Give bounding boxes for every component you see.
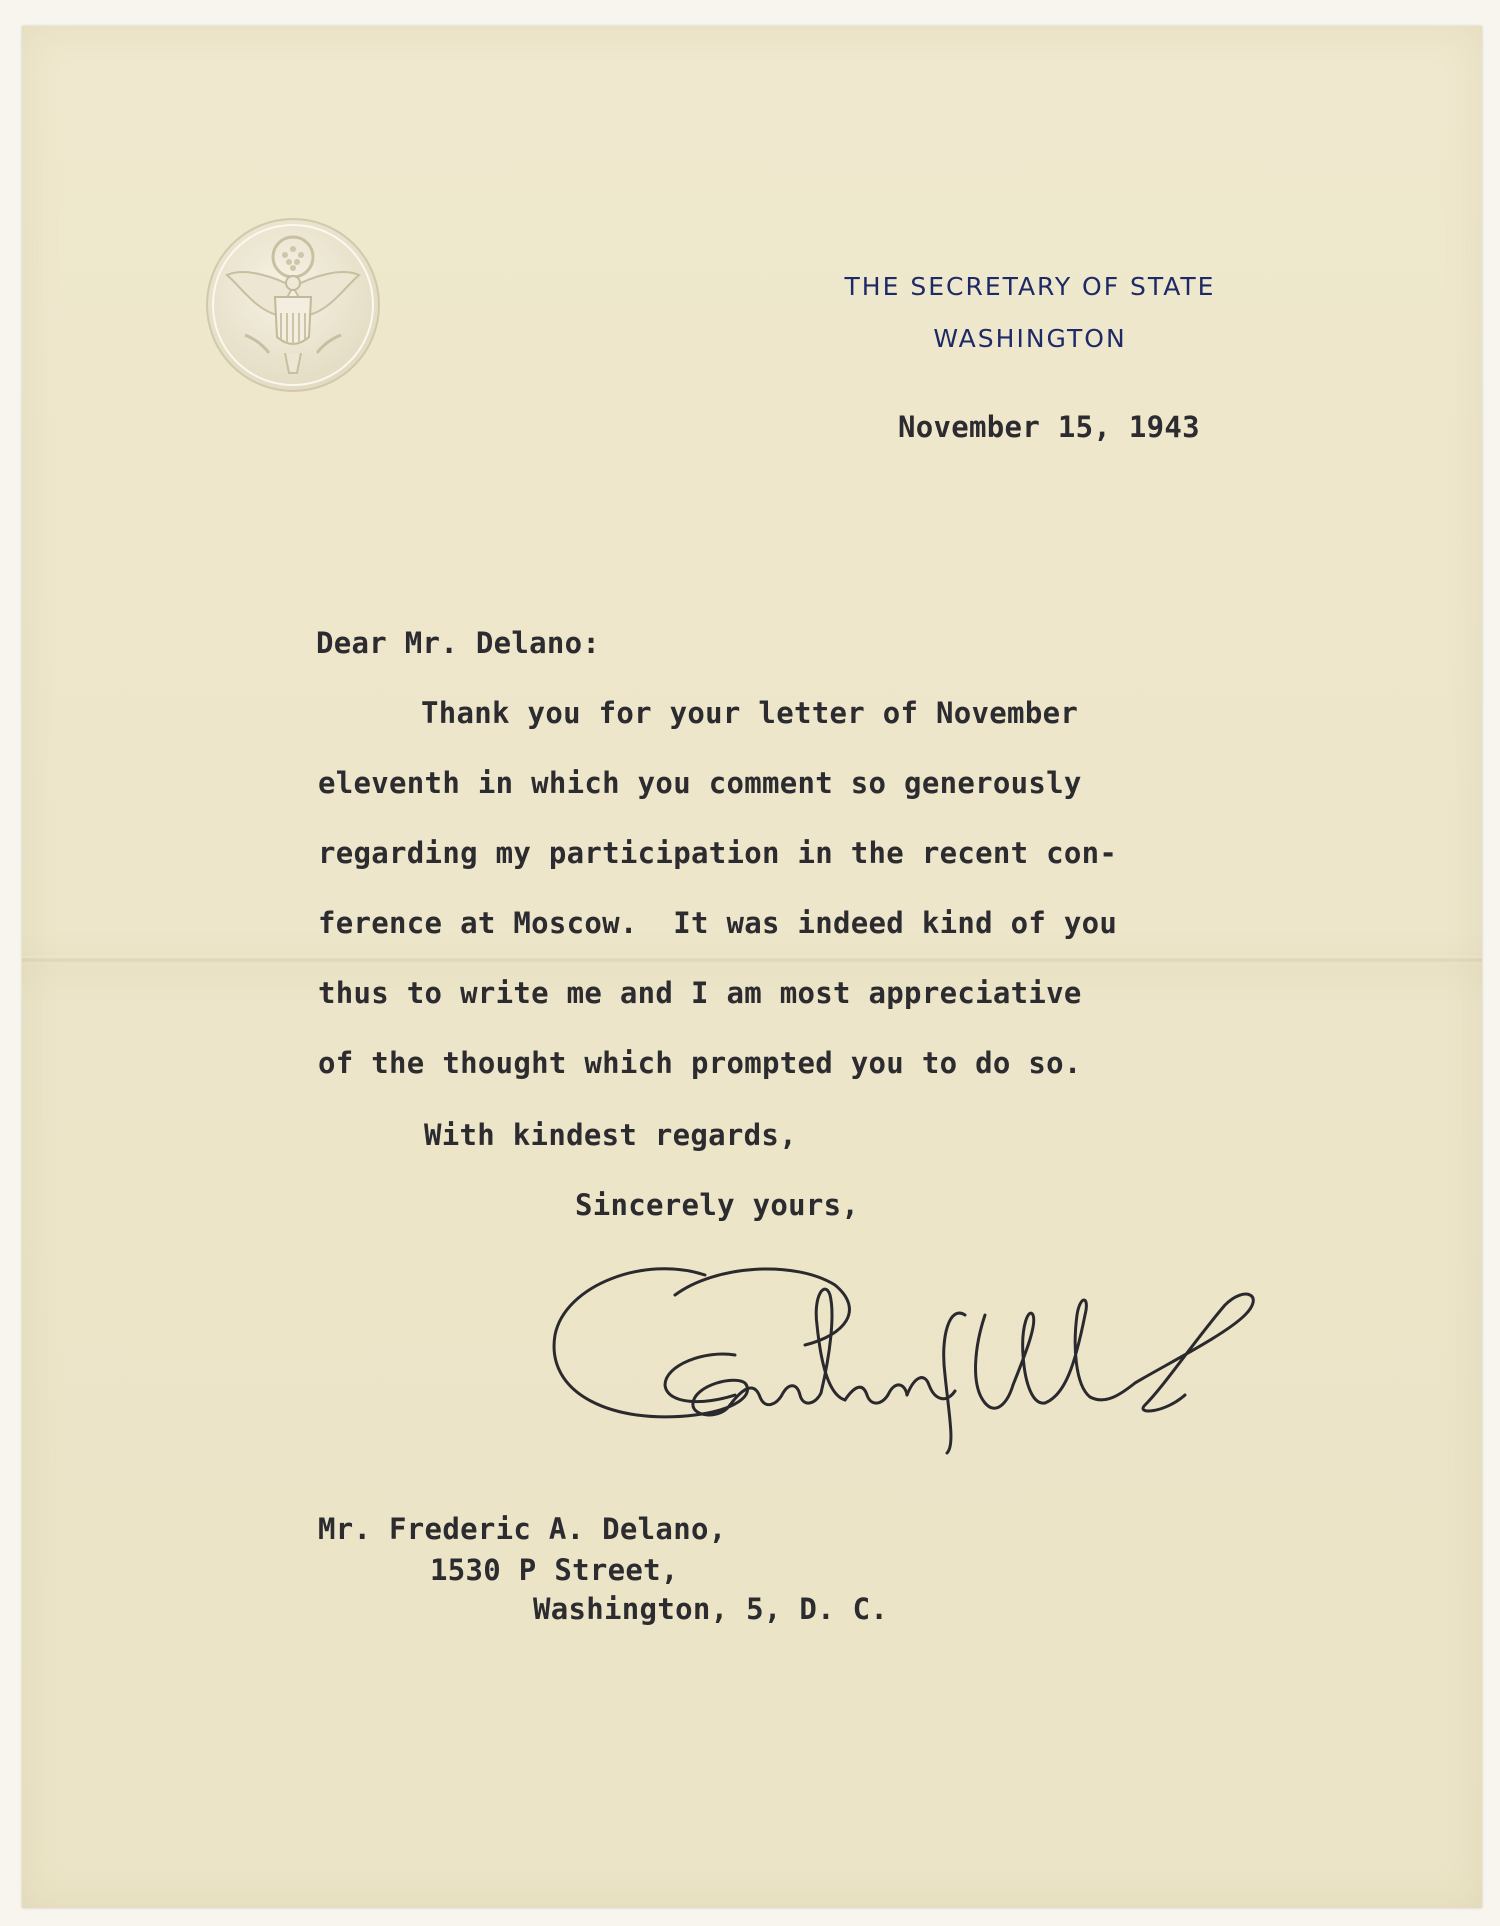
handwritten-signature [545,1255,1295,1455]
salutation: Dear Mr. Delano: [316,626,601,660]
letter-date: November 15, 1943 [898,410,1200,444]
letterhead-city: WASHINGTON [933,324,1127,353]
body-line: regarding my participation in the recent con- [318,836,1118,870]
paper-fold-crease [22,956,1482,964]
closing-line: Sincerely yours, [575,1188,860,1222]
recipient-city: Washington, 5, D. C. [533,1592,889,1626]
letterhead-title: THE SECRETARY OF STATE [844,272,1216,301]
body-line: Thank you for your letter of November [421,696,1079,730]
great-seal-icon [205,217,381,393]
body-line: of the thought which prompted you to do so. [318,1046,1082,1080]
recipient-name: Mr. Frederic A. Delano, [318,1512,727,1546]
body-line: thus to write me and I am most appreciative [318,976,1082,1010]
body-line: ference at Moscow. It was indeed kind of you [318,906,1118,940]
regards-line: With kindest regards, [424,1118,797,1152]
body-line: eleventh in which you comment so generously [318,766,1082,800]
recipient-street: 1530 P Street, [430,1553,679,1587]
